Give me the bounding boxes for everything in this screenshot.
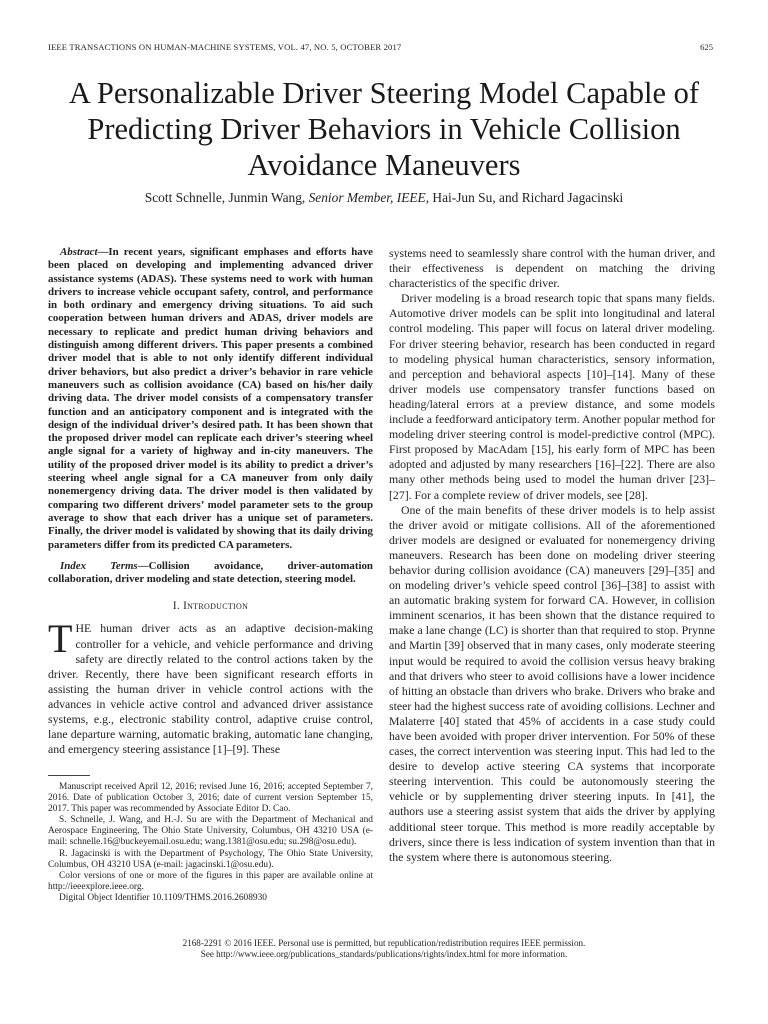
paper-title [40, 75, 728, 183]
journal-header: IEEE TRANSACTIONS ON HUMAN-MACHINE SYSTEMS, VOL. 47, NO. 5, OCTOBER 2017 [48, 42, 402, 52]
author-affiliation: Senior Member, IEEE [308, 190, 426, 205]
footnote: Digital Object Identifier 10.1109/THMS.2016.2608930 [59, 892, 267, 903]
abstract [48, 246, 373, 552]
footnotes [48, 782, 373, 904]
rights-link-line: See http://www.ieee.org/publications_standards/publications/rights/index.html for more information. [200, 949, 568, 960]
footnote: R. Jagacinski is with the Department of Psychology, The Ohio State University, Columbus, OH 43210 USA (e-mail: jagacinski.1@osu.edu). [48, 848, 373, 870]
section-number: I. [172, 600, 184, 613]
section-heading [48, 600, 373, 612]
authors-part: Scott Schnelle, Junmin Wang, [144, 190, 309, 205]
footnote: S. Schnelle, J. Wang, and H.-J. Su are with the Department of Mechanical and Aerospace Engineering, The Ohio State University, Columbus, OH 43210 USA (e-mail: schnelle.16@buckeyemail.osu.edu; wang.1381@osu.edu; su.298@osu.edu). [48, 815, 373, 848]
copyright-line: 2168-2291 © 2016 IEEE. Personal use is permitted, but republication/redistribution requires IEEE permission. [182, 938, 586, 948]
footnote: Manuscript received April 12, 2016; revised June 16, 2016; accepted September 7, 2016. Date of publication October 3, 2016; date of current version September 15, 2017. This paper was recommended by Associate Editor D. Cao. [48, 782, 373, 815]
abstract-text: —In recent years, significant emphases and efforts have been placed on developing and implementing advanced driver assistance systems (ADAS). These systems need to work with human drivers to increase vehicle occupant safety, control, and performance in both ordinary and emergency driving situations. To aid such cooperation between human drivers and ADAS, driver models are necessary to replicate and predict human driving behaviors and distinguish among different drivers. This paper presents a combined driver model that is able to not only identify different individual driver behaviors, but also predict a driver’s behavior in rare vehicle maneuvers such as collision avoidance (CA) based on his/her daily driving data. The driver model consists of a compensatory transfer function and an anticipatory component and is integrated with the design of the individual driver’s desired path. It has been shown that the proposed driver model can replicate each driver’s steering wheel angle signal for a variety of highway and in-city maneuvers. The utility of the proposed driver model is its ability to predict a driver’s steering wheel angle signal for a CA maneuver from only daily nonemergency driving data. The driver model is then validated by comparing two different drivers’ model parameter sets to the group average to show that each driver has a unique set of parameters. Finally, the driver model is validated by showing that its daily driving parameters differ from its predicted CA parameters. [48, 246, 373, 551]
authors-part: , Hai-Jun Su, and Richard Jagacinski [425, 190, 624, 205]
abstract-label: Abstract [60, 246, 98, 258]
index-terms-text: —Collision avoidance, driver-automation collaboration, driver modeling and state detection, steering model. [48, 559, 373, 586]
copyright-footer [40, 938, 728, 961]
drop-cap: T [48, 616, 73, 662]
intro-paragraph [48, 616, 373, 757]
left-column [48, 246, 373, 757]
index-terms-label: Index Terms [60, 559, 138, 572]
section-title: Introduction [183, 600, 249, 613]
title-line: Predicting Driver Behaviors in Vehicle Collision [87, 112, 681, 146]
title-line: Avoidance Maneuvers [247, 148, 521, 182]
author-list [40, 190, 728, 206]
right-column [389, 246, 715, 865]
footnote-divider [48, 775, 90, 776]
footnote: Color versions of one or more of the figures in this paper are available online at http://ieeexplore.ieee.org. [48, 870, 373, 892]
intro-text: HE human driver acts as an adaptive decision-making controller for a vehicle, and vehicle performance and driving safety are directly related to the control actions taken by the driver. Recently, there have been significant research efforts in assisting the human driver in vehicle control actions with the advances in vehicle active control and advanced driver assistance systems, e.g., electronic stability control, adaptive cruise control, lane departure warning, automatic braking, automatic lane changing, and emergency steering assistance [1]–[9]. These [48, 621, 373, 757]
body-paragraph: systems need to seamlessly share control with the human driver, and their effectiveness is dependent on matching the driving characteristics of the specific driver. [389, 246, 715, 291]
body-paragraph: One of the main benefits of these driver models is to help assist the driver avoid or mitigate collisions. All of the aforementioned driver models are designed or evaluated for nonemergency driving maneuvers. Research has been done on modeling driver steering behavior during collision avoidance (CA) maneuvers [29]–[35] and on modeling driver’s vehicle speed control [36]–[38] to assist with an automatic braking system for forward CA. However, in collision imminent scenarios, it has been shown that the distance required to make a lane change (LC) is shorter than that required to stop. Prynne and Martin [39] observed that in many cases, only moderate steering input would be required to avoid the collision versus heavy braking and that drivers who steer to avoid collisions have a lower incidence of hitting an obstacle than drivers who brake. Drivers who brake and steer had the highest success rate of avoiding collisions. Lechner and Malaterre [40] stated that 45% of accidents in a case study could have been avoided with proper driver intervention. For 50% of these cases, the correct intervention was steering input. This had led to the desire to develop active steering CA systems that incorporate steering intervention. This could be autonomously steering the vehicle or by supplementing driver steering inputs. In [41], the authors use a steering assist system that aids the driver by applying additional steer torque. This method is more readily acceptable by drivers, since there is less indication of system invention than that in the system where there is autonomous steering. [389, 502, 715, 864]
page-number: 625 [700, 42, 713, 52]
index-terms [48, 560, 373, 587]
title-line: A Personalizable Driver Steering Model Capable of [68, 76, 700, 110]
body-paragraph: Driver modeling is a broad research topic that spans many fields. Automotive driver models can be split into longitudinal and lateral control modeling. This paper will focus on lateral driver modeling. For driver steering behavior, research has been conducted in regard to modeling physical human characteristics, sensory information, and perception and behavioral aspects [10]–[14]. Many of these driver models use compensatory transfer functions based on heading/lateral errors at a preview distance, and some models include a feedforward anticipatory term. Another popular method for modeling driver steering control is model-predictive control (MPC). First proposed by MacAdam [15], his early form of MPC has been adopted and adjusted by many researchers [16]–[22]. There are also many other methods being used to model the human driver [23]–[27]. For a complete review of driver models, see [28]. [389, 291, 715, 502]
